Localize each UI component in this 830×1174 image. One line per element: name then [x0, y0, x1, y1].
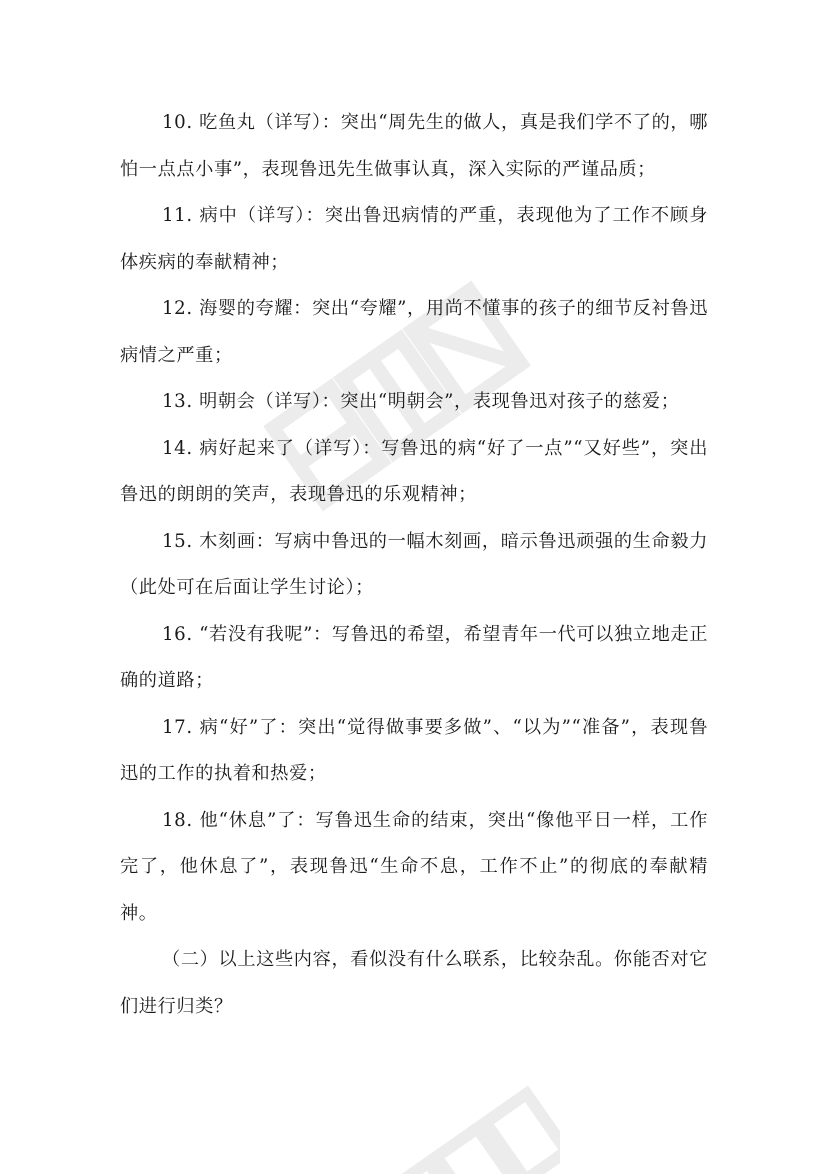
paragraph-item-10: 10. 吃鱼丸（详写）：突出“周先生的做人，真是我们学不了的，哪怕一点点小事”，表现鲁迅先生做事认真，深入实际的严谨品质； [120, 112, 708, 180]
paragraph-item-18: 18. 他“休息”了：写鲁迅生命的结束，突出“像他平日一样，工作完了，他休息了”，表现鲁迅“生命不息，工作不止”的彻底的奉献精神。 [120, 809, 708, 924]
paragraph-item-13: 13. 明朝会（详写）：突出“明朝会”，表现鲁迅对孩子的慈爱； [162, 391, 680, 412]
paragraph-item-14: 14. 病好起来了（详写）：写鲁迅的病“好了一点”“又好些”，突出鲁迅的朗朗的笑声，表现鲁迅的乐观精神； [120, 437, 708, 505]
paragraph-item-16: 16. “若没有我呢”：写鲁迅的希望，希望青年一代可以独立地走正确的道路； [120, 623, 708, 691]
paragraph-item-12: 12. 海婴的夸耀：突出“夸耀”，用尚不懂事的孩子的细节反衬鲁迅病情之严重； [120, 298, 708, 366]
paragraph-item-11: 11. 病中（详写）：突出鲁迅病情的严重，表现他为了工作不顾身体疾病的奉献精神； [120, 205, 708, 273]
section-question: （二）以上这些内容，看似没有什么联系，比较杂乱。你能否对它们进行归类？ [120, 949, 708, 1017]
paragraph-item-17: 17. 病“好”了：突出“觉得做事要多做”、“以为”“准备”，表现鲁迅的工作的执着和热爱； [120, 716, 708, 784]
document-body [120, 100, 708, 1030]
paragraph-item-15: 15. 木刻画：写病中鲁迅的一幅木刻画，暗示鲁迅顽强的生命毅力（此处可在后面让学生讨论）； [120, 530, 708, 598]
watermark-logo-partial-icon [380, 1080, 560, 1174]
